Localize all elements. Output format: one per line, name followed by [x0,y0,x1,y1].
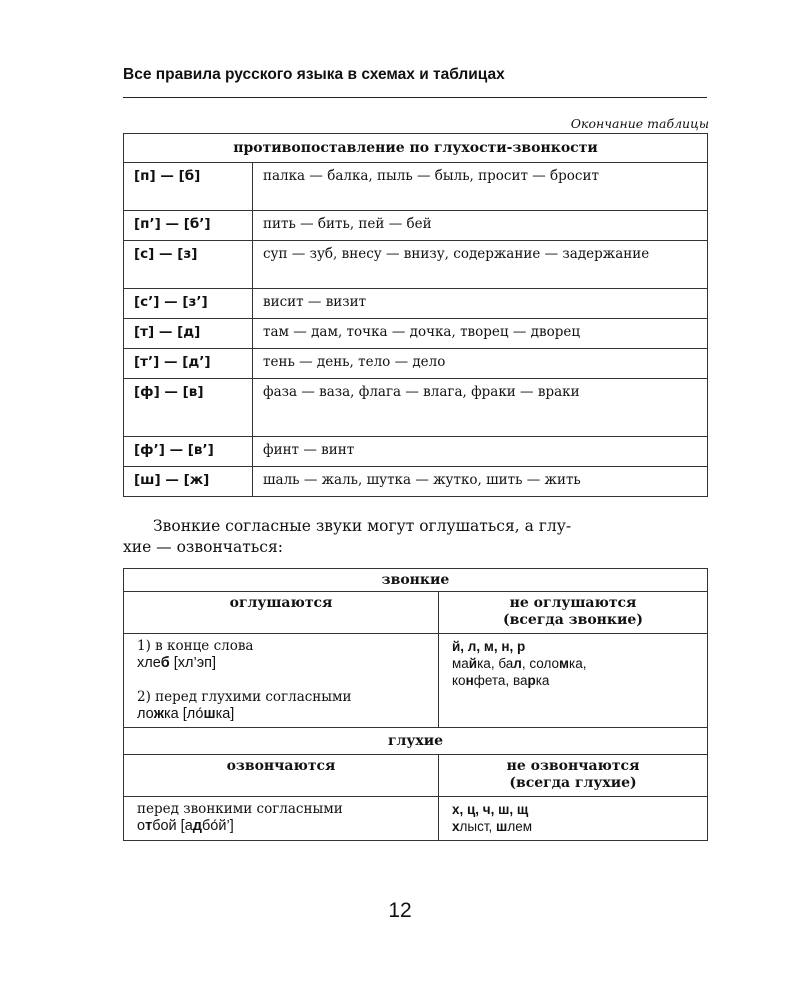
section-header-row [124,569,708,592]
rule-label: 1) в конце слова [137,638,254,654]
column-heading-text: оглушаются [229,595,333,611]
examples-cell: финт — винт [253,437,708,467]
sound-pair: [п’] — [б’] [124,211,253,241]
examples-cell: палка — балка, пыль — быль, просит — бросит [253,163,708,211]
example-text: ка, ба [477,656,514,671]
examples-cell: суп — зуб, внесу — внизу, содержание — задержание [253,241,708,289]
examples-cell: тень — день, тело — дело [253,349,708,379]
table-row [124,797,708,841]
voiceless-heading: глухие [124,728,708,755]
example-line [452,672,697,689]
example-text: , соло [521,656,559,671]
examples-cell: висит — визит [253,289,708,319]
examples-cell: там — дам, точка — дочка, творец — дворец [253,319,708,349]
examples-cell: фаза — ваза, флага — влага, фраки — враки [253,379,708,437]
not-voiced-column-heading [439,755,708,797]
rule-label: перед звонкими согласными [137,801,343,817]
table-row [124,467,708,497]
table-row [124,289,708,319]
example-text: ма [452,656,469,671]
sound-pair: [п] — [б] [124,163,253,211]
highlighted-letter: ш [496,819,508,834]
devoicing-table [123,568,708,841]
table-row [124,634,708,728]
table-heading: противопоставление по глухости-звонкости [124,134,708,163]
rule-example [137,655,428,672]
example-text: бой [а [152,818,193,834]
sound-pair: [т’] — [д’] [124,349,253,379]
column-heading-line: не оглушаются [509,595,637,611]
header-rule [123,97,707,98]
column-heading-text: озвончаются [226,758,336,774]
sonorant-letters: й, л, м, н, р [452,639,526,654]
highlighted-letter: м [559,656,569,671]
highlighted-letter: ж [153,706,164,722]
example-line [452,655,697,672]
sound-pair: [ф] — [в] [124,379,253,437]
sound-pair: [т] — [д] [124,319,253,349]
column-header-row [124,755,708,797]
highlighted-letter: й [468,656,478,671]
voiceless-letters: х, ц, ч, ш, щ [452,802,529,817]
table-row [124,349,708,379]
column-heading-line: (всегда глухие) [509,775,637,791]
devoiced-column-heading [124,592,439,634]
sound-pair: [с’] — [з’] [124,289,253,319]
table-continuation-note: Окончание таблицы [570,116,709,131]
table-row [124,319,708,349]
always-voiceless-cell [439,797,708,841]
highlighted-letter: д [192,818,202,834]
table-row [124,379,708,437]
column-header-row [124,592,708,634]
page-number: 12 [388,899,412,922]
examples-cell: шаль — жаль, шутка — жутко, шить — жить [253,467,708,497]
table-header-row [124,134,708,163]
column-heading-line: не озвончаются [506,758,640,774]
example-text: ка] [215,706,235,722]
example-text: ка, [569,656,587,671]
table-row [124,163,708,211]
example-text: ка [535,673,550,688]
highlighted-letter: л [513,656,522,671]
sound-pair: [ф’] — [в’] [124,437,253,467]
example-text: ко [452,673,466,688]
example-text: хле [137,655,161,671]
highlighted-letter: х [452,819,460,834]
rule-example [137,706,428,723]
highlighted-letter: б [160,655,170,671]
table-row [124,241,708,289]
example-text: [хл’эп] [169,655,217,671]
highlighted-letter: н [465,673,474,688]
sound-pair: [с] — [з] [124,241,253,289]
voicing-rule-cell [124,797,439,841]
example-text: лем [507,819,532,834]
voicing-opposition-table [123,133,708,497]
example-text: ка [ло́ [163,706,204,722]
running-header: Все правила русского языка в схемах и таблицах [123,66,505,83]
rule-label: 2) перед глухими согласными [137,689,352,705]
intro-paragraph [123,516,707,558]
example-line [452,818,697,835]
examples-cell: пить — бить, пей — бей [253,211,708,241]
section-header-row [124,728,708,755]
example-text: ло [137,706,154,722]
table-row [124,437,708,467]
example-text: лыст, [459,819,497,834]
example-text: фета, ва [473,673,528,688]
not-devoiced-column-heading [439,592,708,634]
always-voiced-cell [439,634,708,728]
paragraph-line: Звонкие согласные звуки могут оглушаться, а глу- [153,517,572,535]
rule-example [137,818,428,835]
table-row [124,211,708,241]
example-text: о [137,818,146,834]
devoicing-rules-cell [124,634,439,728]
column-heading-line: (всегда звонкие) [503,612,643,628]
voiced-column-heading [124,755,439,797]
highlighted-letter: ш [203,706,216,722]
paragraph-line: хие — озвончаться: [123,538,283,556]
example-text: бо́й’] [202,818,234,834]
voiced-heading: звонкие [124,569,708,592]
sound-pair: [ш] — [ж] [124,467,253,497]
highlighted-letter: т [145,818,153,834]
highlighted-letter: р [527,673,536,688]
